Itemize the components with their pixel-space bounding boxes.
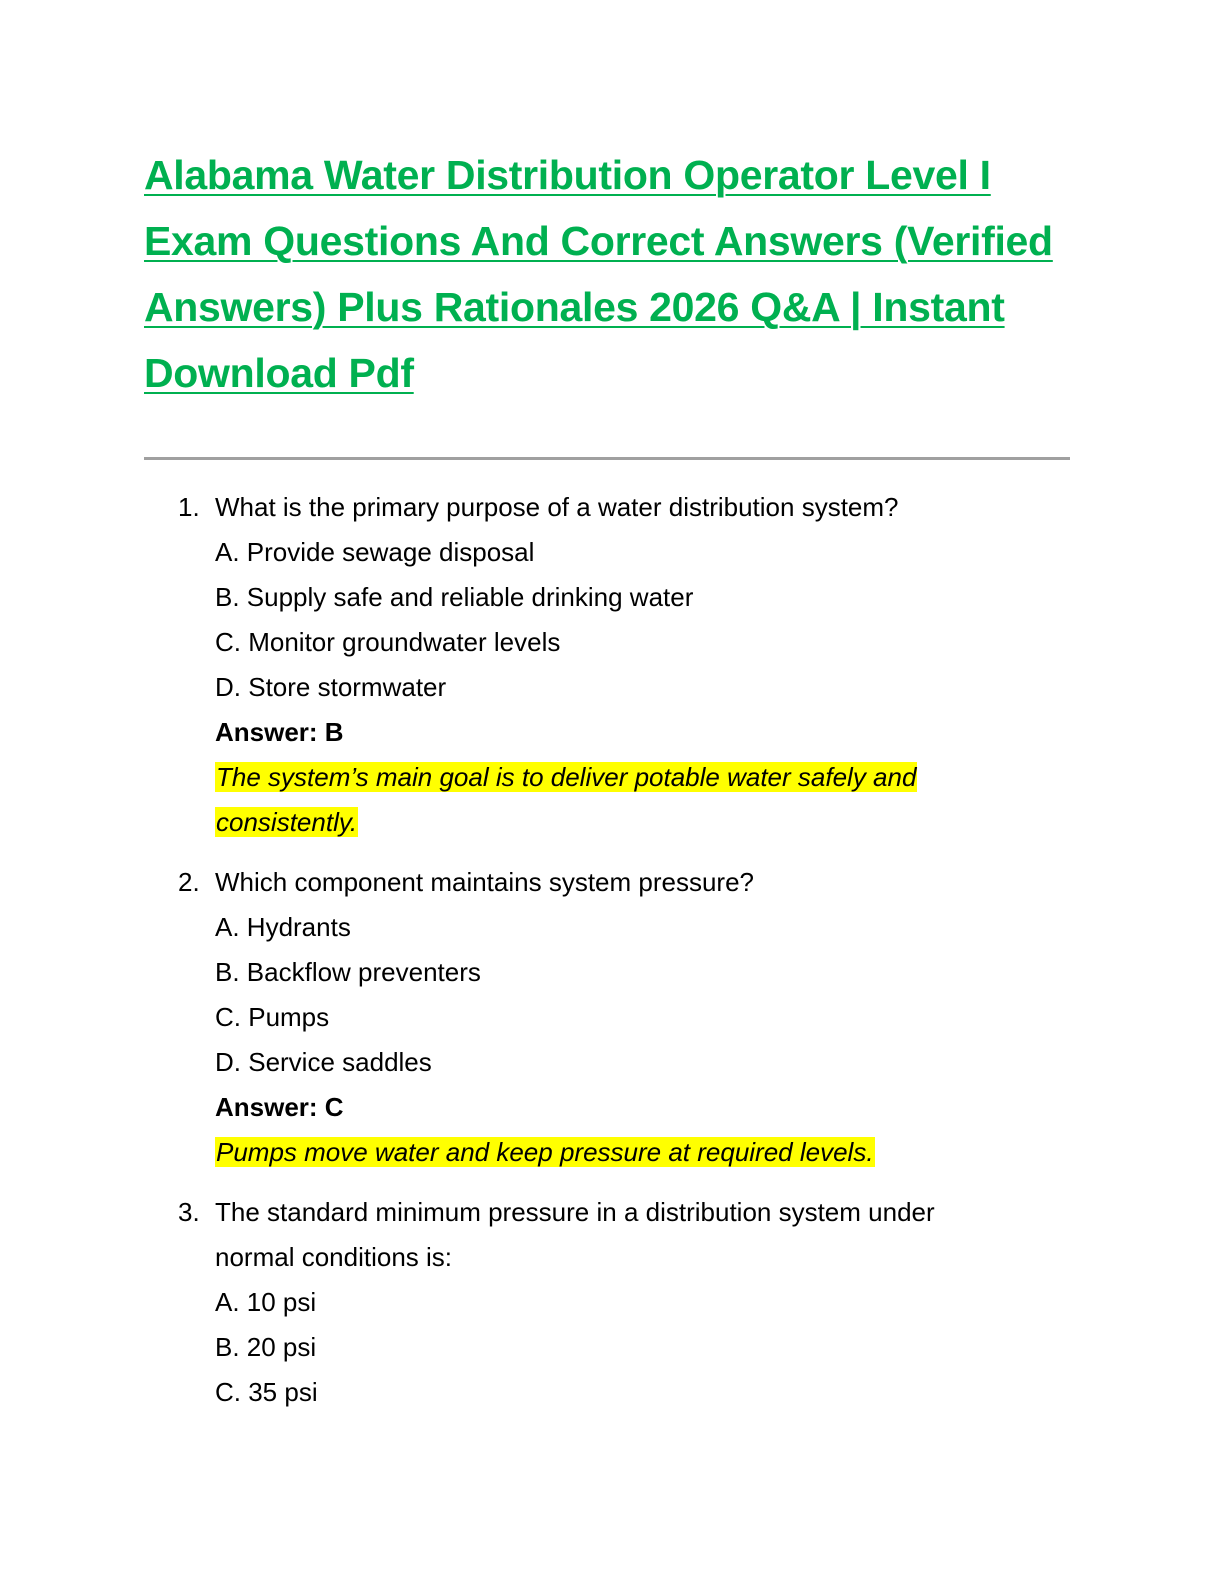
rationale [215, 1130, 1074, 1175]
answer-option: C. Monitor groundwater levels [215, 627, 561, 657]
answer-option: D. Service saddles [215, 1047, 432, 1077]
horizontal-divider [144, 457, 1070, 460]
question-number: 2. [178, 867, 200, 897]
document-title-link[interactable]: Alabama Water Distribution Operator Level I Exam Questions And Correct Answers (Verified Answers) Plus Rationales 2026 Q&A | Instant Download Pdf [144, 152, 1053, 396]
question-item [144, 485, 1074, 845]
correct-answer: Answer: C [215, 1092, 344, 1122]
question-text-line: The standard minimum pressure in a distribution system under [215, 1197, 935, 1227]
answer-option: A. Provide sewage disposal [215, 537, 535, 567]
answer-option: B. Backflow preventers [215, 957, 481, 987]
rationale-highlight: Pumps move water and keep pressure at required levels. [216, 1137, 874, 1167]
answer-option: B. Supply safe and reliable drinking water [215, 582, 694, 612]
question-list [144, 485, 1074, 1430]
rationale [215, 755, 1074, 845]
answer-option: A. 10 psi [215, 1287, 317, 1317]
rationale-highlight: consistently. [216, 807, 358, 837]
question-item [144, 860, 1074, 1175]
answer-option: D. Store stormwater [215, 672, 447, 702]
question-number: 1. [178, 492, 200, 522]
question-number: 3. [178, 1197, 200, 1227]
answer-option: A. Hydrants [215, 912, 351, 942]
answer-option: C. Pumps [215, 1002, 330, 1032]
question-item [144, 1190, 1074, 1415]
question-text: Which component maintains system pressure? [215, 867, 755, 897]
answer-option: C. 35 psi [215, 1377, 318, 1407]
correct-answer: Answer: B [215, 717, 344, 747]
question-text-line: normal conditions is: [215, 1242, 452, 1272]
question-text: What is the primary purpose of a water distribution system? [215, 492, 899, 522]
answer-option: B. 20 psi [215, 1332, 317, 1362]
rationale-highlight: The system’s main goal is to deliver potable water safely and [216, 762, 917, 792]
